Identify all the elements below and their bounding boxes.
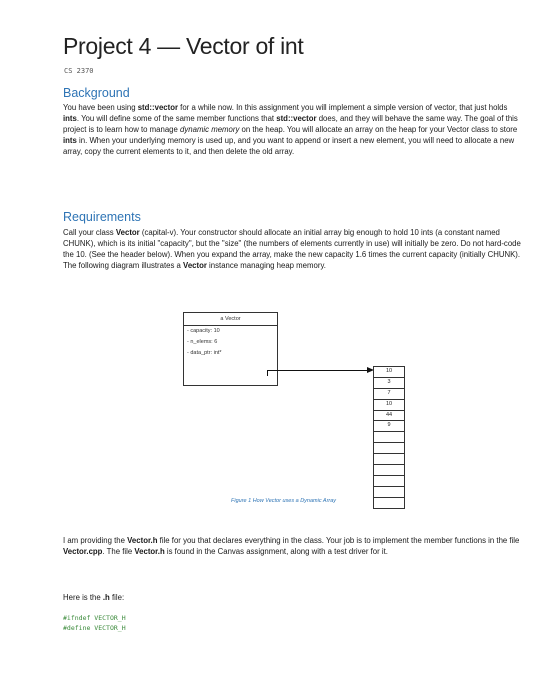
- array-cell: [374, 498, 404, 509]
- data-ptr-field: - data_ptr: int*: [187, 350, 222, 356]
- n-elems-field: - n_elems: 6: [187, 339, 218, 345]
- array-cell: 3: [374, 378, 404, 389]
- pointer-line: [267, 370, 368, 371]
- array-cell: [374, 432, 404, 443]
- array-cell: [374, 487, 404, 498]
- array-cell: 10: [374, 367, 404, 378]
- here-line: Here is the .h file:: [63, 593, 125, 602]
- code-block: [63, 614, 126, 633]
- course-code: CS 2370: [64, 67, 94, 75]
- heap-array: [373, 366, 405, 509]
- code-line: #ifndef VECTOR_H: [63, 614, 126, 622]
- code-line: #define VECTOR_H: [63, 623, 126, 632]
- class-name: a Vector: [184, 313, 277, 326]
- array-cell: [374, 465, 404, 476]
- array-cell: [374, 454, 404, 465]
- page-title: Project 4 — Vector of int: [63, 33, 304, 59]
- background-paragraph: You have been using std::vector for a while now. In this assignment you will implement a simple version of vector, that just holds ints. You will define some of the same member functions that std::vector does, and they will behave the same way. The goal of this project is to learn how to manage dynamic memory on the heap. You will allocate an array on the heap for your Vector class to store ints in. When your underlying memory is used up, and you want to append or insert a new element, you will need to allocate a new array, copy the current elements to it, and then delete the old array.: [63, 103, 518, 156]
- array-cell: 9: [374, 421, 404, 432]
- array-cell: 44: [374, 411, 404, 422]
- array-cell: 7: [374, 389, 404, 400]
- vector-class-box: [183, 312, 278, 386]
- body-paragraph: I am providing the Vector.h file for you that declares everything in the class. Your job is to implement the member functions in the file Vector.cpp. The file Vector.h is found in the Canvas assignment, along with a test driver for it.: [63, 536, 520, 556]
- figure-caption: Figure 1 How Vector uses a Dynamic Array: [231, 498, 337, 504]
- array-cell: [374, 443, 404, 454]
- array-cell: 10: [374, 400, 404, 411]
- requirements-heading: Requirements: [63, 210, 141, 224]
- background-heading: Background: [63, 86, 130, 100]
- requirements-paragraph: Call your class Vector (capital-v). Your constructor should allocate an initial array big enough to hold 10 ints (a constant named CHUNK), which is its initial "capacity", but the "size" (the numbers of elements currently in use) will initially be zero. Do not hard-code the 10. (See the header below). When you expand the array, make the new capacity 1.6 times the current capacity (initially CHUNK). The following diagram illustrates a Vector instance managing heap memory.: [63, 228, 521, 270]
- array-cell: [374, 476, 404, 487]
- capacity-field: - capacity: 10: [187, 328, 220, 334]
